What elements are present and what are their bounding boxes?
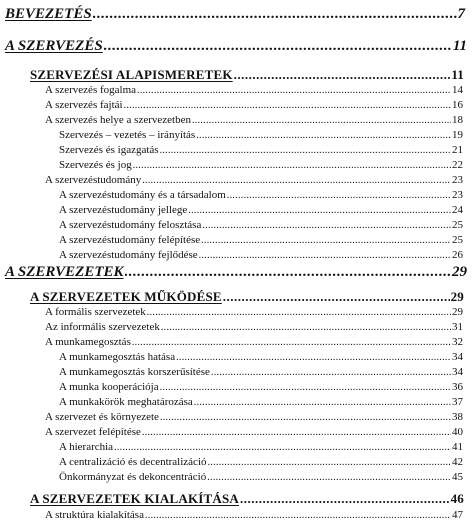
leader-dots [192,115,451,126]
toc-entry-title: A szervezés fogalma [45,84,137,96]
toc-entry-title: A SZERVEZETEK KIALAKÍTÁSA [30,491,239,506]
leader-dots [208,457,452,468]
leader-dots [93,6,457,23]
toc-entry-title: A szervezéstudomány fejlődése [59,249,198,261]
toc-entry-title: A centralizáció és decentralizáció [59,456,207,468]
leader-dots [160,145,451,156]
leader-dots [199,250,451,261]
toc-subsection-entry [59,456,463,468]
leader-dots [160,412,451,423]
toc-entry-title: A SZERVEZÉS [5,38,103,54]
toc-entry-title: A szervezés fajtái [45,99,123,111]
leader-dots [234,67,451,83]
toc-entry-title: A munka kooperációja [59,381,159,393]
toc-page-number: 34 [452,351,463,363]
toc-subsection-entry [59,219,463,231]
toc-part-entry [5,264,467,281]
toc-entry-title: A szervezéstudomány jellege [59,204,188,216]
toc-entry-title: SZERVEZÉSI ALAPISMERETEK [30,67,233,82]
toc-entry-title: A munkakörök meghatározása [59,396,193,408]
toc-page-number: 26 [452,249,463,261]
leader-dots [137,85,451,96]
leader-dots [142,175,451,186]
toc-section-entry [45,426,463,438]
toc-page-number: 41 [452,441,463,453]
toc-entry-title: A formális szervezetek [45,306,146,318]
toc-entry-title: A szervezéstudomány [45,174,142,186]
leader-dots [124,100,451,111]
leader-dots [188,205,451,216]
toc-entry-title: Szervezés – vezetés – irányítás [59,129,196,141]
leader-dots [161,322,451,333]
toc-page-number: 18 [452,114,463,126]
leader-dots [201,235,451,246]
toc-entry-title: A szervezéstudomány felosztása [59,219,202,231]
toc-page-number: 38 [452,411,463,423]
toc-page-number: 25 [452,219,463,231]
toc-page-number: 34 [452,366,463,378]
toc-subsection-entry [59,381,463,393]
leader-dots [202,220,451,231]
toc-page-number: 11 [452,38,467,54]
toc-subsection-entry [59,396,463,408]
leader-dots [211,367,451,378]
toc-page-number: 11 [451,67,464,82]
toc-page-number: 46 [450,491,464,506]
toc-part-entry [5,6,465,23]
toc-page-number: 25 [452,234,463,246]
toc-page-number: 45 [452,471,463,483]
leader-dots [114,442,451,453]
toc-page-number: 31 [452,321,463,333]
toc-page-number: 19 [452,129,463,141]
leader-dots [147,307,451,318]
leader-dots [223,289,450,305]
toc-section-entry [45,174,463,186]
toc-subsection-entry [59,204,463,216]
toc-page-number: 16 [452,99,463,111]
toc-page-number: 32 [452,336,463,348]
leader-dots [207,472,451,483]
toc-part-entry [5,38,467,55]
leader-dots [240,491,450,507]
toc-subsection-entry [59,189,463,201]
toc-section-entry [45,321,463,333]
toc-entry-title: A szervezés helye a szervezetben [45,114,191,126]
leader-dots [196,130,451,141]
toc-entry-title: A munkamegosztás hatása [59,351,176,363]
toc-page-number: 23 [452,174,463,186]
toc-subsection-entry [59,441,463,453]
leader-dots [142,427,451,438]
toc-page-number: 37 [452,396,463,408]
toc-page-number: 36 [452,381,463,393]
toc-entry-title: Szervezés és igazgatás [59,144,159,156]
leader-dots [104,38,452,55]
toc-subsection-entry [59,234,463,246]
toc-chapter-entry [30,491,464,507]
toc-page-number: 29 [452,306,463,318]
toc-subsection-entry [59,129,463,141]
toc-chapter-entry [30,289,464,305]
toc-page-number: 29 [452,264,467,280]
toc-subsection-entry [59,249,463,261]
toc-entry-title: A munkamegosztás korszerűsítése [59,366,210,378]
leader-dots [145,510,451,521]
toc-section-entry [45,114,463,126]
toc-entry-title: A szervezéstudomány felépítése [59,234,201,246]
toc-entry-title: A munkamegosztás [45,336,131,348]
toc-page-number: 21 [452,144,463,156]
toc-section-entry [45,411,463,423]
toc-entry-title: A szervezet felépítése [45,426,141,438]
toc-subsection-entry [59,159,463,171]
toc-entry-title: A szervezet és környezete [45,411,159,423]
toc-page-number: 24 [452,204,463,216]
leader-dots [160,382,451,393]
toc-section-entry [45,306,463,318]
toc-entry-title: Szervezés és jog [59,159,132,171]
leader-dots [176,352,451,363]
leader-dots [133,160,451,171]
toc-entry-title: A SZERVEZETEK [5,264,124,280]
toc-section-entry [45,509,463,521]
toc-page-number: 47 [452,509,463,521]
toc-page-number: 22 [452,159,463,171]
leader-dots [227,190,451,201]
toc-subsection-entry [59,471,463,483]
toc-subsection-entry [59,351,463,363]
toc-entry-title: BEVEZETÉS [5,6,92,22]
toc-entry-title: A hierarchia [59,441,114,453]
toc-entry-title: A szervezéstudomány és a társadalom [59,189,226,201]
toc-page-number: 42 [452,456,463,468]
toc-entry-title: Az informális szervezetek [45,321,160,333]
leader-dots [132,337,451,348]
toc-page-number: 40 [452,426,463,438]
leader-dots [194,397,451,408]
toc-subsection-entry [59,144,463,156]
toc-entry-title: A SZERVEZETEK MŰKÖDÉSE [30,289,222,304]
toc-section-entry [45,336,463,348]
toc-page-number: 14 [452,84,463,96]
toc-page-number: 29 [450,289,464,304]
toc-entry-title: Önkormányzat és dekoncentráció [59,471,207,483]
toc-entry-title: A struktúra kialakítása [45,509,144,521]
toc-page-number: 23 [452,189,463,201]
toc-chapter-entry [30,67,464,83]
toc-page-number: 7 [457,6,465,22]
toc-section-entry [45,99,463,111]
toc-subsection-entry [59,366,463,378]
toc-section-entry [45,84,463,96]
leader-dots [125,264,451,281]
